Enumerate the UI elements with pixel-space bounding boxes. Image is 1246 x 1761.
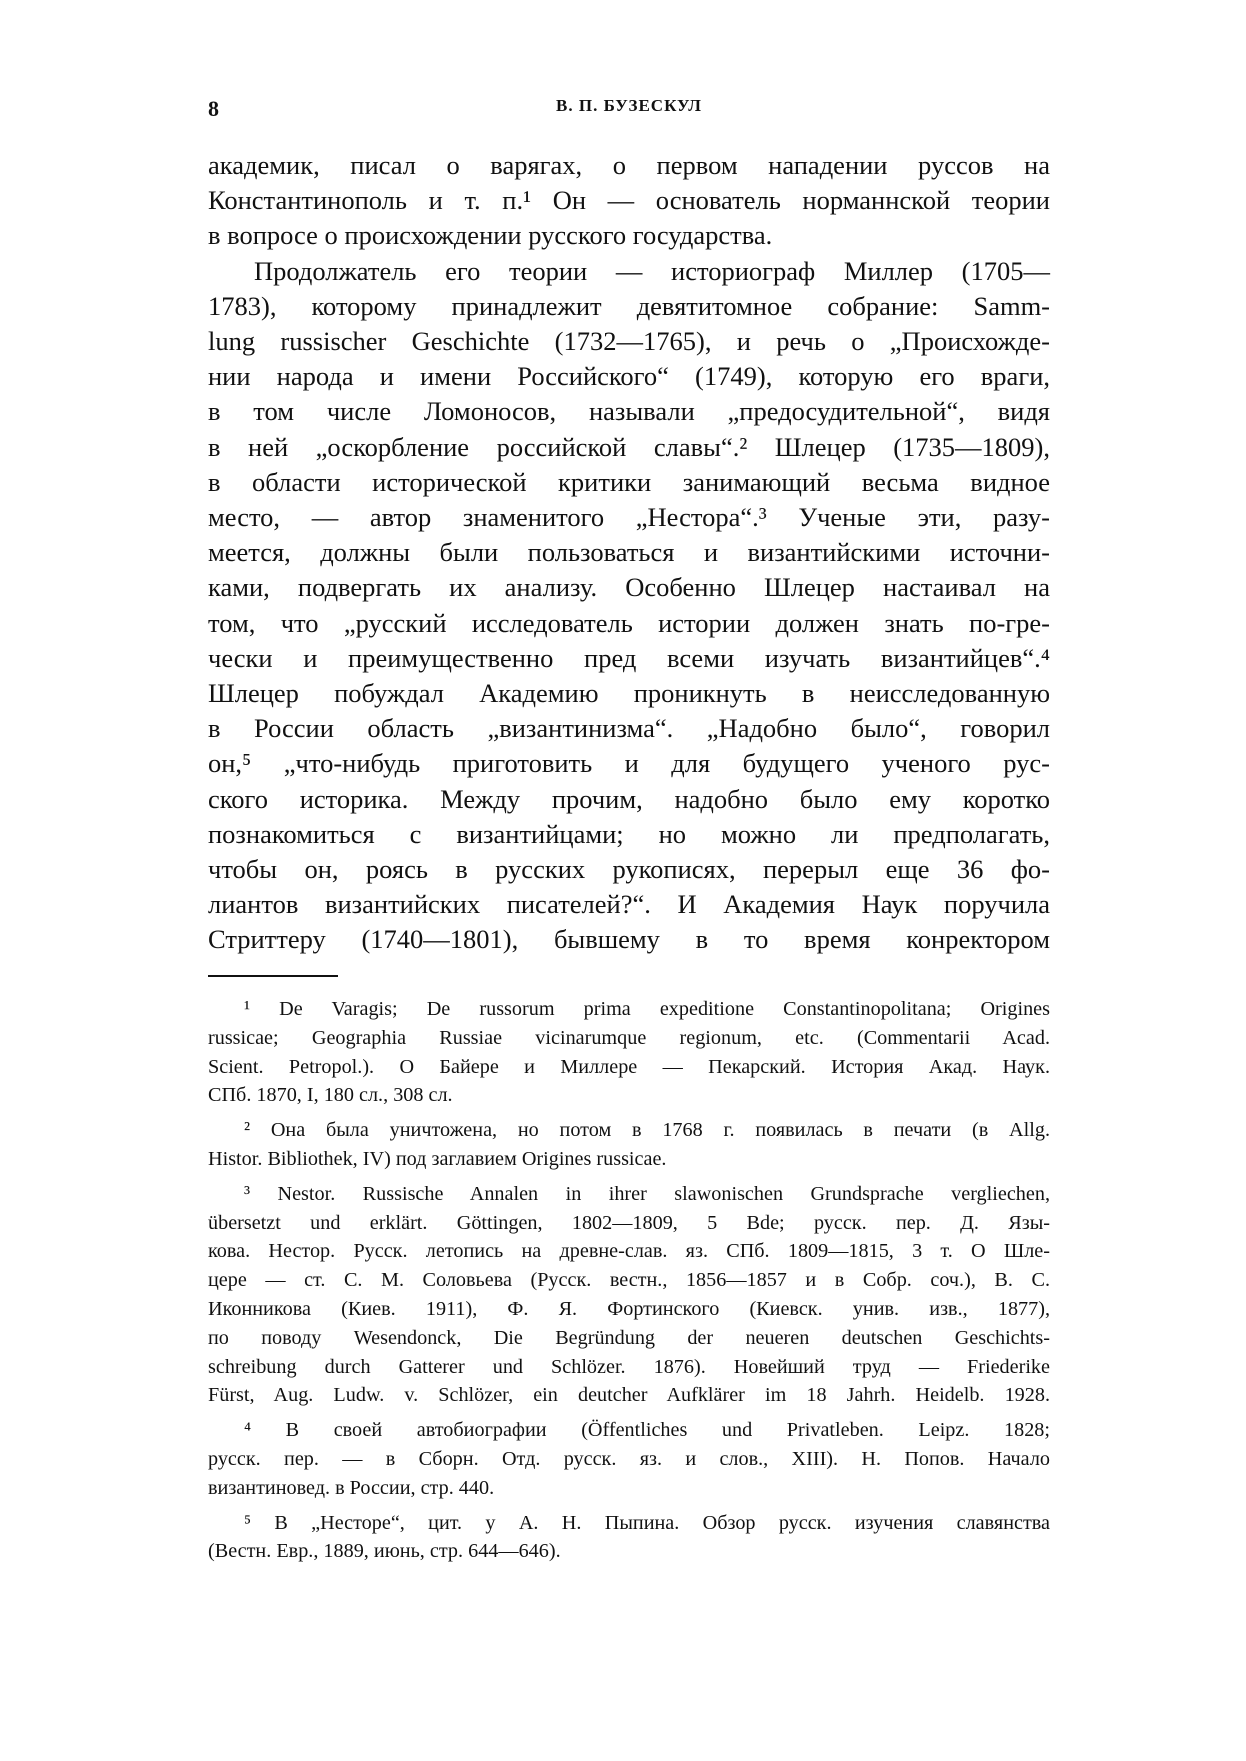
footnote-line: übersetzt und erklärt. Göttingen, 1802—1809, 5 Bde; русск. пер. Д. Язы-	[208, 1211, 1050, 1234]
footnote-line: (Вестн. Евр., 1889, июнь, стр. 644—646).	[208, 1540, 561, 1563]
page-number: 8	[208, 96, 219, 121]
running-head: В. П. БУЗЕСКУЛ	[556, 96, 702, 115]
text-line: лиантов византийских писателей?“. И Академия Наук поручила	[208, 889, 1050, 920]
footnote-line: ⁴ В своей автобиографии (Öffentliches und Privatleben. Leipz. 1828;	[244, 1419, 1050, 1442]
footnote-line: Иконникова (Киев. 1911), Ф. Я. Фортинского (Киевск. унив. изв., 1877),	[208, 1297, 1050, 1320]
text-line: познакомиться с византийцами; но можно ли предполагать,	[208, 818, 1050, 849]
text-line: ского историка. Между прочим, надобно было ему коротко	[208, 783, 1050, 814]
text-line: меется, должны были пользоваться и византийскими источни-	[208, 537, 1050, 568]
text-line: он,⁵ „что-нибудь приготовить и для будущего ученого рус-	[208, 748, 1050, 779]
text-line: чтобы он, роясь в русских рукописях, перерыл еще 36 фо-	[208, 854, 1050, 885]
text-line: нии народа и имени Российского“ (1749), которую его враги,	[208, 361, 1050, 392]
footnote-line: русск. пер. — в Сборн. Отд. русск. яз. и слов., XIII). Н. Попов. Начало	[208, 1447, 1050, 1470]
text-line: Константинополь и т. п.¹ Он — основатель норманнской теории	[208, 185, 1050, 216]
text-line: в области исторической критики занимающий весьма видное	[208, 466, 1050, 497]
text-line: Стриттеру (1740—1801), бывшему в то время конректором	[208, 924, 1050, 955]
text-line: академик, писал о варягах, о первом нападении руссов на	[208, 150, 1050, 180]
footnote-4	[208, 1416, 1050, 1502]
text-line: 1783), которому принадлежит девятитомное собрание: Samm-	[208, 290, 1050, 321]
main-text	[208, 148, 1050, 958]
text-line: в вопросе о происхождении русского государства.	[208, 220, 773, 251]
text-line: чески и преимущественно пред всеми изучать византийцев“.⁴	[208, 642, 1050, 673]
footnote-5	[208, 1509, 1050, 1567]
text-line: том, что „русский исследователь истории должен знать по-гре-	[208, 607, 1050, 638]
footnote-line: ² Она была уничтожена, но потом в 1768 г. появилась в печати (в Allg.	[244, 1119, 1050, 1142]
footnote-2	[208, 1116, 1050, 1174]
footnote-line: по поводу Wesendonck, Die Begründung der neueren deutschen Geschichts-	[208, 1326, 1050, 1349]
footnote-separator	[208, 975, 338, 977]
footnote-line: Scient. Petropol.). О Байере и Миллере — Пекарский. История Акад. Наук.	[208, 1055, 1050, 1078]
footnote-1	[208, 995, 1050, 1110]
footnote-line: schreibung durch Gatterer und Schlözer. 1876). Новейший труд — Friederike	[208, 1355, 1050, 1378]
footnote-line: Histor. Bibliothek, IV) под заглавием Origines russicae.	[208, 1147, 667, 1170]
footnote-line: russicae; Geographia Russiae vicinarumque regionum, etc. (Commentarii Acad.	[208, 1026, 1050, 1049]
footnote-line: ³ Nestor. Russische Annalen in ihrer slawonischen Grundsprache vergliechen,	[244, 1182, 1050, 1205]
footnotes	[208, 995, 1050, 1572]
page-header	[208, 96, 1050, 126]
text-line: место, — автор знаменитого „Нестора“.³ Ученые эти, разу-	[208, 502, 1050, 533]
footnote-line: ⁵ В „Несторе“, цит. у А. Н. Пыпина. Обзор русск. изучения славянства	[244, 1511, 1050, 1534]
footnote-line: ¹ De Varagis; De russorum prima expeditione Constantinopolitana; Origines	[244, 998, 1050, 1020]
text-line: в ней „оскорбление российской славы“.² Шлецер (1735—1809),	[208, 431, 1050, 462]
footnote-line: СПб. 1870, I, 180 сл., 308 сл.	[208, 1084, 453, 1107]
text-line: ками, подвергать их анализу. Особенно Шлецер настаивал на	[208, 572, 1050, 603]
text-line: Продолжатель его теории — историограф Миллер (1705—	[254, 255, 1050, 286]
text-line: в том числе Ломоносов, называли „предосудительной“, видя	[208, 396, 1050, 427]
text-line: Шлецер побуждал Академию проникнуть в неисследованную	[208, 678, 1050, 709]
text-line: в России область „византинизма“. „Надобно было“, говорил	[208, 713, 1050, 744]
footnote-3	[208, 1180, 1050, 1410]
footnote-line: цере — ст. С. М. Соловьева (Русск. вестн., 1856—1857 и в Собр. соч.), В. С.	[208, 1269, 1050, 1292]
text-line: lung russischer Geschichte (1732—1765), и речь о „Происхожде-	[208, 326, 1050, 357]
footnote-line: Fürst, Aug. Ludw. v. Schlözer, ein deutcher Aufklärer im 18 Jahrh. Heidelb. 1928.	[208, 1384, 1050, 1407]
footnote-line: византиновед. в России, стр. 440.	[208, 1476, 495, 1499]
footnote-line: кова. Нестор. Русск. летопись на древне-слав. яз. СПб. 1809—1815, 3 т. О Шле-	[208, 1240, 1050, 1263]
